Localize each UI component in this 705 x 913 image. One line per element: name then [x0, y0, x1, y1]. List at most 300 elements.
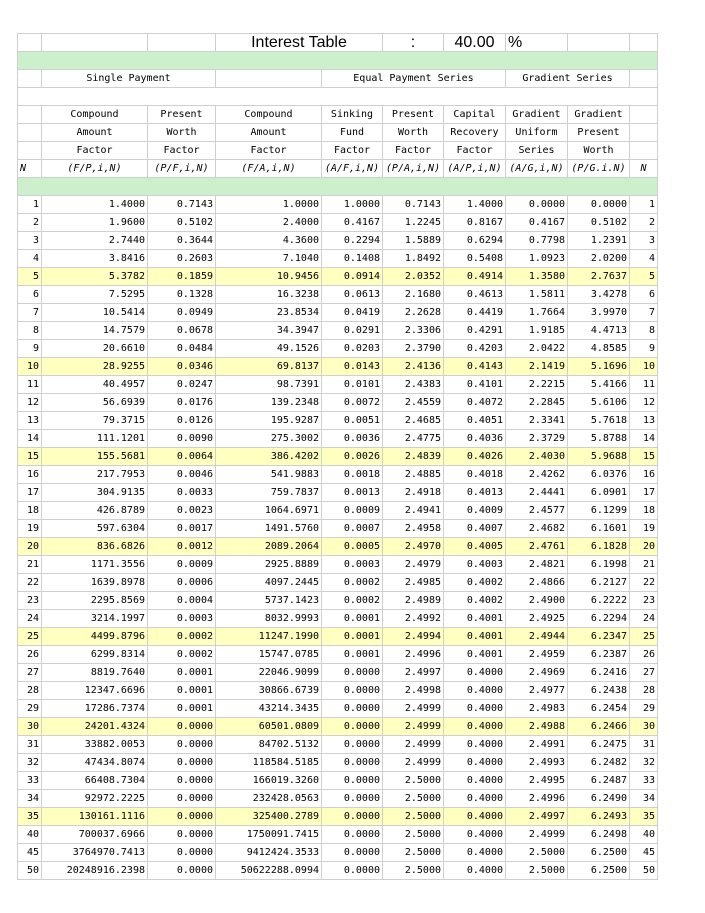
- table-row: [18, 358, 658, 376]
- factor-value: 2.4999: [383, 754, 444, 772]
- header-label: Recovery: [444, 124, 506, 142]
- factor-value: 0.4914: [444, 268, 506, 286]
- factor-value: 5.7618: [568, 412, 630, 430]
- factor-value: 2.4992: [383, 610, 444, 628]
- factor-value: 0.0005: [322, 538, 383, 556]
- factor-value: 0.0001: [322, 610, 383, 628]
- factor-notation: (A/P,i,N): [444, 160, 506, 178]
- factor-value: 0.0090: [148, 430, 216, 448]
- factor-value: 2.4958: [383, 520, 444, 538]
- factor-value: 0.0000: [148, 754, 216, 772]
- factor-value: 0.0064: [148, 448, 216, 466]
- factor-value: 0.4002: [444, 574, 506, 592]
- factor-value: 2.4989: [383, 592, 444, 610]
- factor-value: 325400.2789: [216, 808, 322, 826]
- period-n: 17: [18, 484, 42, 502]
- factor-value: 0.0247: [148, 376, 216, 394]
- factor-value: 2.4941: [383, 502, 444, 520]
- factor-value: 6.2347: [568, 628, 630, 646]
- blank-cell: [630, 34, 658, 52]
- factor-value: 12347.6696: [42, 682, 148, 700]
- period-n-right: 30: [630, 718, 658, 736]
- factor-value: 2.2215: [506, 376, 568, 394]
- factor-value: 0.0006: [148, 574, 216, 592]
- factor-value: 1.7664: [506, 304, 568, 322]
- factor-value: 2.4000: [216, 214, 322, 232]
- section-gradient-series: Gradient Series: [506, 70, 630, 88]
- factor-value: 166019.3260: [216, 772, 322, 790]
- factor-value: 5737.1423: [216, 592, 322, 610]
- factor-value: 0.0000: [322, 790, 383, 808]
- factor-value: 2.4959: [506, 646, 568, 664]
- period-n-right: 13: [630, 412, 658, 430]
- factor-value: 2.5000: [506, 862, 568, 880]
- table-row: [18, 466, 658, 484]
- factor-value: 0.0000: [322, 700, 383, 718]
- period-n-right: 32: [630, 754, 658, 772]
- factor-value: 0.7143: [148, 196, 216, 214]
- period-n-right: 26: [630, 646, 658, 664]
- blank-cell: [216, 70, 322, 88]
- header-label: Factor: [444, 142, 506, 160]
- header-label: Factor: [42, 142, 148, 160]
- factor-value: 1.2245: [383, 214, 444, 232]
- factor-value: 6.2454: [568, 700, 630, 718]
- factor-value: 0.4419: [444, 304, 506, 322]
- factor-value: 2.4918: [383, 484, 444, 502]
- factor-value: 0.4000: [444, 718, 506, 736]
- factor-value: 2.5000: [383, 826, 444, 844]
- factor-value: 0.4167: [506, 214, 568, 232]
- factor-value: 4097.2445: [216, 574, 322, 592]
- factor-value: 2.4030: [506, 448, 568, 466]
- table-row: [18, 196, 658, 214]
- period-n-right: 29: [630, 700, 658, 718]
- period-n: 1: [18, 196, 42, 214]
- factor-value: 130161.1116: [42, 808, 148, 826]
- factor-value: 1.4000: [444, 196, 506, 214]
- factor-value: 3.9970: [568, 304, 630, 322]
- header-label: Worth: [383, 124, 444, 142]
- factor-value: 0.1408: [322, 250, 383, 268]
- header-label: Fund: [322, 124, 383, 142]
- table-row: [18, 628, 658, 646]
- factor-value: 1491.5760: [216, 520, 322, 538]
- factor-value: 4.4713: [568, 322, 630, 340]
- table-row: [18, 322, 658, 340]
- factor-value: 6.2294: [568, 610, 630, 628]
- factor-value: 24201.4324: [42, 718, 148, 736]
- factor-value: 2.2628: [383, 304, 444, 322]
- factor-value: 2.4999: [506, 826, 568, 844]
- period-n: 6: [18, 286, 42, 304]
- factor-value: 0.0176: [148, 394, 216, 412]
- factor-value: 0.0026: [322, 448, 383, 466]
- period-n: 21: [18, 556, 42, 574]
- interest-table: [17, 33, 658, 880]
- period-n-right: 31: [630, 736, 658, 754]
- factor-value: 139.2348: [216, 394, 322, 412]
- factor-value: 0.0000: [322, 808, 383, 826]
- period-n: 18: [18, 502, 42, 520]
- table-row: [18, 484, 658, 502]
- factor-value: 386.4202: [216, 448, 322, 466]
- header-label: Factor: [383, 142, 444, 160]
- factor-value: 0.0004: [148, 592, 216, 610]
- factor-value: 0.0007: [322, 520, 383, 538]
- header-label: Compound: [216, 106, 322, 124]
- period-n-right: 17: [630, 484, 658, 502]
- period-n: 4: [18, 250, 42, 268]
- factor-value: 1639.8978: [42, 574, 148, 592]
- table-row: [18, 664, 658, 682]
- factor-value: 2.4925: [506, 610, 568, 628]
- table-row: [18, 340, 658, 358]
- factor-value: 2.4969: [506, 664, 568, 682]
- factor-value: 20.6610: [42, 340, 148, 358]
- table-row: [18, 844, 658, 862]
- factor-value: 2.1419: [506, 358, 568, 376]
- factor-value: 2.4999: [383, 736, 444, 754]
- factor-value: 0.4007: [444, 520, 506, 538]
- table-row: [18, 430, 658, 448]
- table-row: [18, 214, 658, 232]
- factor-value: 2.7440: [42, 232, 148, 250]
- factor-value: 0.4291: [444, 322, 506, 340]
- blank-cell: [18, 70, 42, 88]
- factor-value: 6.2500: [568, 862, 630, 880]
- factor-value: 0.4026: [444, 448, 506, 466]
- table-row: [18, 862, 658, 880]
- header-label: Factor: [216, 142, 322, 160]
- period-n-right: 9: [630, 340, 658, 358]
- factor-value: 79.3715: [42, 412, 148, 430]
- factor-value: 6.2487: [568, 772, 630, 790]
- period-n: 33: [18, 772, 42, 790]
- factor-value: 5.4166: [568, 376, 630, 394]
- header-label: Present: [148, 106, 216, 124]
- factor-value: 0.4000: [444, 700, 506, 718]
- factor-value: 0.0126: [148, 412, 216, 430]
- factor-notation: (A/F,i,N): [322, 160, 383, 178]
- period-n-right: 3: [630, 232, 658, 250]
- factor-value: 28.9255: [42, 358, 148, 376]
- period-n-right: 25: [630, 628, 658, 646]
- factor-value: 1.9185: [506, 322, 568, 340]
- factor-value: 69.8137: [216, 358, 322, 376]
- factor-value: 0.8167: [444, 214, 506, 232]
- factor-value: 0.0012: [148, 538, 216, 556]
- factor-value: 6.0901: [568, 484, 630, 502]
- period-n-right: 8: [630, 322, 658, 340]
- factor-value: 4499.8796: [42, 628, 148, 646]
- factor-value: 2.4979: [383, 556, 444, 574]
- factor-value: 0.0072: [322, 394, 383, 412]
- period-n: 34: [18, 790, 42, 808]
- factor-value: 0.0001: [322, 646, 383, 664]
- factor-value: 2.5000: [383, 790, 444, 808]
- factor-value: 0.0033: [148, 484, 216, 502]
- period-n: 12: [18, 394, 42, 412]
- factor-value: 60501.0809: [216, 718, 322, 736]
- factor-value: 2.4383: [383, 376, 444, 394]
- table-row: [18, 808, 658, 826]
- factor-value: 6.2416: [568, 664, 630, 682]
- factor-value: 0.4000: [444, 682, 506, 700]
- factor-value: 2.4559: [383, 394, 444, 412]
- factor-value: 0.0009: [322, 502, 383, 520]
- table-title: Interest Table: [216, 34, 383, 52]
- factor-value: 8819.7640: [42, 664, 148, 682]
- factor-value: 426.8789: [42, 502, 148, 520]
- factor-value: 34.3947: [216, 322, 322, 340]
- section-header-row: [18, 70, 658, 88]
- factor-value: 2.5000: [506, 844, 568, 862]
- factor-value: 2.4577: [506, 502, 568, 520]
- period-n: 40: [18, 826, 42, 844]
- factor-value: 0.0000: [148, 772, 216, 790]
- factor-value: 23.8534: [216, 304, 322, 322]
- factor-notation: (P/G.i.N): [568, 160, 630, 178]
- factor-value: 0.0203: [322, 340, 383, 358]
- table-row: [18, 646, 658, 664]
- table-row: [18, 682, 658, 700]
- factor-value: 3.8416: [42, 250, 148, 268]
- period-n: 15: [18, 448, 42, 466]
- factor-value: 0.4000: [444, 790, 506, 808]
- factor-value: 2.4262: [506, 466, 568, 484]
- factor-value: 0.2294: [322, 232, 383, 250]
- factor-value: 0.1328: [148, 286, 216, 304]
- table-row: [18, 736, 658, 754]
- factor-value: 2.4995: [506, 772, 568, 790]
- factor-value: 0.4613: [444, 286, 506, 304]
- period-n-right: 1: [630, 196, 658, 214]
- factor-value: 0.0051: [322, 412, 383, 430]
- header-label: Amount: [216, 124, 322, 142]
- period-n-right: 10: [630, 358, 658, 376]
- factor-value: 5.1696: [568, 358, 630, 376]
- factor-value: 0.0000: [322, 862, 383, 880]
- period-n-right: 11: [630, 376, 658, 394]
- period-n: 23: [18, 592, 42, 610]
- factor-value: 2.5000: [383, 844, 444, 862]
- factor-value: 2.4996: [506, 790, 568, 808]
- factor-value: 4.3600: [216, 232, 322, 250]
- factor-value: 0.0003: [148, 610, 216, 628]
- factor-value: 0.4000: [444, 736, 506, 754]
- factor-value: 2.3790: [383, 340, 444, 358]
- blank-cell: [42, 34, 148, 52]
- factor-value: 2.0200: [568, 250, 630, 268]
- n-column-header-right: N: [630, 160, 658, 178]
- period-n: 29: [18, 700, 42, 718]
- factor-value: 2.4996: [383, 646, 444, 664]
- factor-value: 3764970.7413: [42, 844, 148, 862]
- factor-value: 0.0009: [148, 556, 216, 574]
- factor-value: 0.0036: [322, 430, 383, 448]
- factor-value: 2.4985: [383, 574, 444, 592]
- factor-value: 2.4994: [383, 628, 444, 646]
- factor-value: 6.2466: [568, 718, 630, 736]
- factor-value: 0.4000: [444, 844, 506, 862]
- factor-value: 0.4003: [444, 556, 506, 574]
- factor-value: 0.4001: [444, 646, 506, 664]
- factor-value: 2.4136: [383, 358, 444, 376]
- spacer-row: [18, 88, 658, 106]
- period-n-right: 15: [630, 448, 658, 466]
- factor-value: 0.0013: [322, 484, 383, 502]
- factor-value: 2.4821: [506, 556, 568, 574]
- factor-value: 20248916.2398: [42, 862, 148, 880]
- factor-value: 5.3782: [42, 268, 148, 286]
- period-n: 5: [18, 268, 42, 286]
- factor-value: 0.4000: [444, 862, 506, 880]
- header-label: Amount: [42, 124, 148, 142]
- table-row: [18, 556, 658, 574]
- factor-value: 700037.6966: [42, 826, 148, 844]
- factor-value: 5.9688: [568, 448, 630, 466]
- factor-value: 2.4991: [506, 736, 568, 754]
- factor-value: 22046.9099: [216, 664, 322, 682]
- factor-value: 33882.0053: [42, 736, 148, 754]
- header-line-1: [18, 106, 658, 124]
- table-row: [18, 394, 658, 412]
- factor-value: 2.4997: [383, 664, 444, 682]
- factor-value: 4.8585: [568, 340, 630, 358]
- factor-value: 2295.8569: [42, 592, 148, 610]
- factor-value: 0.0000: [322, 718, 383, 736]
- factor-value: 2.5000: [383, 772, 444, 790]
- factor-value: 0.0002: [148, 628, 216, 646]
- header-label: Worth: [148, 124, 216, 142]
- factor-value: 2.4944: [506, 628, 568, 646]
- blank-cell: [18, 34, 42, 52]
- period-n: 35: [18, 808, 42, 826]
- factor-value: 118584.5185: [216, 754, 322, 772]
- period-n: 22: [18, 574, 42, 592]
- factor-value: 0.0000: [148, 808, 216, 826]
- factor-value: 16.3238: [216, 286, 322, 304]
- header-label: Series: [506, 142, 568, 160]
- factor-value: 40.4957: [42, 376, 148, 394]
- factor-value: 2.2845: [506, 394, 568, 412]
- factor-value: 6.2475: [568, 736, 630, 754]
- factor-value: 6.2222: [568, 592, 630, 610]
- factor-value: 0.0949: [148, 304, 216, 322]
- period-n: 20: [18, 538, 42, 556]
- header-label: Factor: [148, 142, 216, 160]
- factor-value: 7.1040: [216, 250, 322, 268]
- header-line-3: [18, 142, 658, 160]
- factor-value: 0.4005: [444, 538, 506, 556]
- factor-notation: (P/A,i,N): [383, 160, 444, 178]
- period-n-right: 7: [630, 304, 658, 322]
- period-n-right: 12: [630, 394, 658, 412]
- table-row: [18, 574, 658, 592]
- header-label: Present: [568, 124, 630, 142]
- period-n: 25: [18, 628, 42, 646]
- interest-rate-unit: %: [506, 34, 568, 52]
- factor-value: 1.0000: [322, 196, 383, 214]
- notation-row: [18, 160, 658, 178]
- period-n-right: 4: [630, 250, 658, 268]
- factor-value: 0.7143: [383, 196, 444, 214]
- factor-value: 2089.2064: [216, 538, 322, 556]
- factor-value: 17286.7374: [42, 700, 148, 718]
- header-label: Uniform: [506, 124, 568, 142]
- period-n: 10: [18, 358, 42, 376]
- factor-value: 0.0000: [148, 718, 216, 736]
- factor-value: 0.4002: [444, 592, 506, 610]
- factor-value: 2.5000: [383, 808, 444, 826]
- period-n-right: 19: [630, 520, 658, 538]
- factor-value: 0.0000: [322, 844, 383, 862]
- period-n-right: 5: [630, 268, 658, 286]
- period-n-right: 40: [630, 826, 658, 844]
- factor-value: 2.4682: [506, 520, 568, 538]
- factor-value: 6.1299: [568, 502, 630, 520]
- factor-value: 0.0484: [148, 340, 216, 358]
- blank-cell: [630, 70, 658, 88]
- period-n-right: 21: [630, 556, 658, 574]
- factor-value: 275.3002: [216, 430, 322, 448]
- factor-value: 1.2391: [568, 232, 630, 250]
- factor-value: 1.5811: [506, 286, 568, 304]
- period-n-right: 16: [630, 466, 658, 484]
- period-n-right: 27: [630, 664, 658, 682]
- period-n-right: 6: [630, 286, 658, 304]
- period-n-right: 24: [630, 610, 658, 628]
- factor-value: 0.0000: [568, 196, 630, 214]
- period-n: 27: [18, 664, 42, 682]
- period-n: 7: [18, 304, 42, 322]
- section-equal-payment-series: Equal Payment Series: [322, 70, 506, 88]
- factor-value: 0.4001: [444, 628, 506, 646]
- period-n: 24: [18, 610, 42, 628]
- factor-value: 2.4998: [383, 682, 444, 700]
- factor-value: 0.0002: [322, 592, 383, 610]
- factor-value: 2.5000: [383, 862, 444, 880]
- factor-value: 1.0923: [506, 250, 568, 268]
- period-n: 16: [18, 466, 42, 484]
- period-n: 19: [18, 520, 42, 538]
- factor-value: 0.4000: [444, 664, 506, 682]
- factor-value: 2.4685: [383, 412, 444, 430]
- factor-value: 2.4900: [506, 592, 568, 610]
- factor-value: 0.0000: [322, 736, 383, 754]
- factor-value: 0.0000: [322, 826, 383, 844]
- factor-value: 43214.3435: [216, 700, 322, 718]
- header-label: Sinking: [322, 106, 383, 124]
- factor-value: 0.0000: [322, 664, 383, 682]
- factor-value: 1750091.7415: [216, 826, 322, 844]
- factor-value: 0.4000: [444, 754, 506, 772]
- factor-value: 597.6304: [42, 520, 148, 538]
- factor-value: 2.4839: [383, 448, 444, 466]
- factor-value: 2.0352: [383, 268, 444, 286]
- period-n-right: 28: [630, 682, 658, 700]
- factor-notation: (F/P,i,N): [42, 160, 148, 178]
- factor-value: 6.2387: [568, 646, 630, 664]
- factor-value: 0.4009: [444, 502, 506, 520]
- factor-value: 1064.6971: [216, 502, 322, 520]
- factor-value: 0.4143: [444, 358, 506, 376]
- factor-value: 0.5102: [148, 214, 216, 232]
- factor-value: 11247.1990: [216, 628, 322, 646]
- factor-value: 0.0000: [322, 772, 383, 790]
- header-label: Gradient: [568, 106, 630, 124]
